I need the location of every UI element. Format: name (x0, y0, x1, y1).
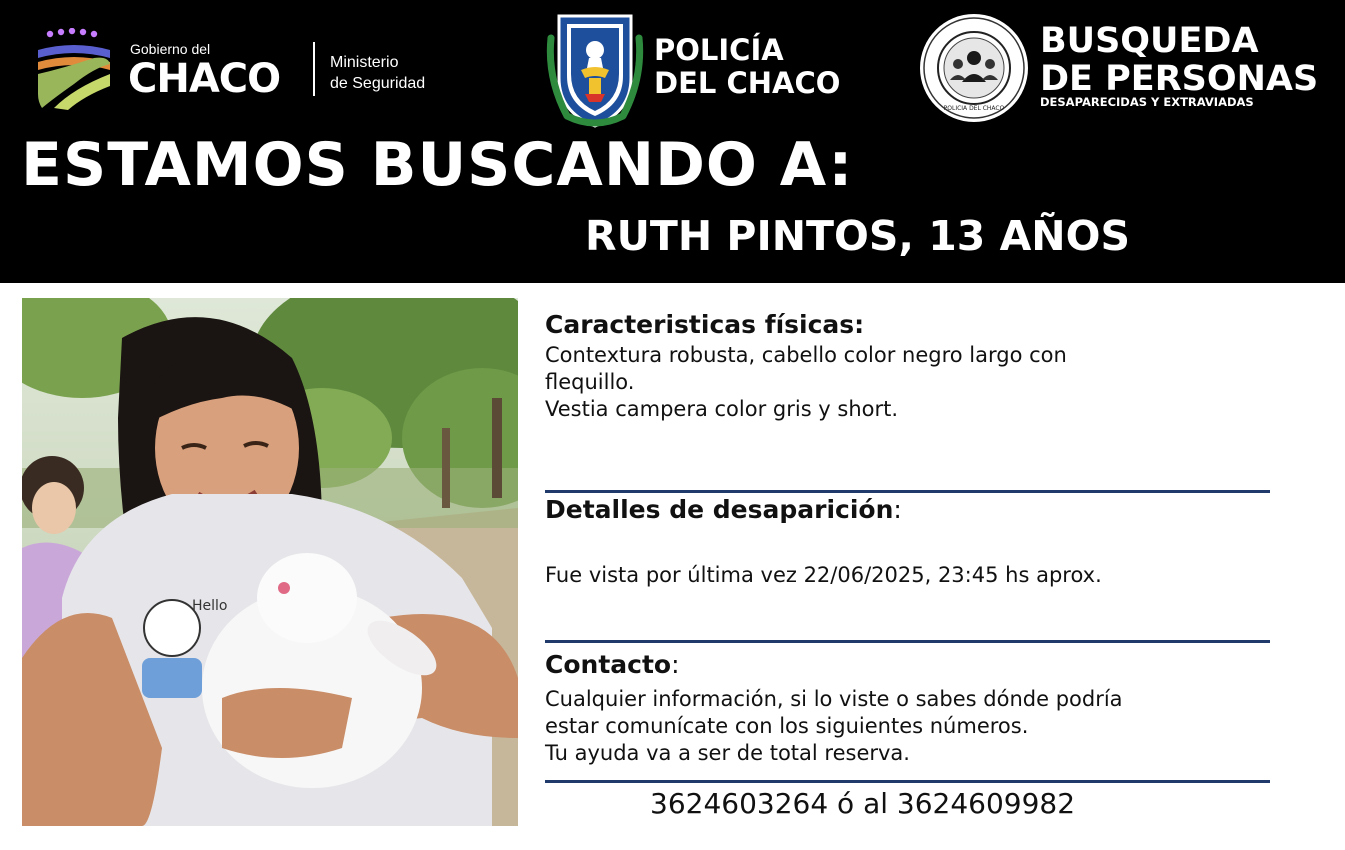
contacto-title (545, 650, 680, 679)
busqueda-title (1040, 22, 1318, 98)
contacto-line1: Cualquier información, si lo viste o sabes dónde podría (545, 687, 1123, 711)
missing-person-photo (22, 298, 518, 826)
contacto-line3: Tu ayuda va a ser de total reserva. (545, 741, 910, 765)
policia-line2: DEL CHACO (654, 66, 841, 100)
fisicas-title: Caracteristicas físicas: (545, 310, 865, 339)
fisicas-description (545, 342, 1067, 423)
gobierno-chaco-logo-icon (34, 28, 114, 112)
desaparicion-title (545, 495, 902, 524)
fisicas-line3: Vestia campera color gris y short. (545, 397, 899, 421)
section-divider (545, 490, 1270, 493)
section-divider (545, 640, 1270, 643)
fisicas-line1: Contextura robusta, cabello color negro largo con (545, 343, 1067, 367)
policia-label (654, 34, 840, 100)
headline: ESTAMOS BUSCANDO A: (21, 130, 854, 200)
ministerio-label (330, 52, 470, 94)
desaparicion-title-colon: : (893, 495, 902, 524)
ministerio-line1: Ministerio (330, 54, 399, 71)
chaco-label: CHACO (128, 56, 281, 102)
contacto-title-text: Contacto (545, 650, 672, 679)
busqueda-line2: DE PERSONAS (1040, 59, 1319, 99)
person-name: RUTH PINTOS, 13 AÑOS (585, 212, 1130, 260)
logo-divider (313, 42, 315, 96)
policia-line1: POLICÍA (654, 33, 784, 67)
photo-illustration (22, 298, 518, 826)
contact-phone-numbers: 3624603264 ó al 3624609982 (650, 787, 1076, 820)
seal-text: POLICIA DEL CHACO (943, 105, 1005, 112)
gobierno-label: Gobierno del (130, 41, 211, 57)
desaparicion-title-text: Detalles de desaparición (545, 495, 894, 524)
contacto-title-colon: : (671, 650, 680, 679)
contacto-line2: estar comunícate con los siguientes números. (545, 714, 1029, 738)
desaparicion-text: Fue vista por última vez 22/06/2025, 23:45 hs aprox. (545, 563, 1102, 587)
busqueda-subtitle: DESAPARECIDAS Y EXTRAVIADAS (1040, 95, 1254, 109)
section-divider (545, 780, 1270, 783)
fisicas-line2: flequillo. (545, 370, 635, 394)
contacto-description (545, 686, 1123, 767)
busqueda-line1: BUSQUEDA (1040, 21, 1259, 61)
policia-shield-icon (545, 8, 645, 130)
ministerio-line2: de Seguridad (330, 75, 426, 92)
shirt-print-text: Hello (192, 598, 228, 614)
header-banner (0, 0, 1345, 283)
busqueda-seal-icon (918, 12, 1030, 124)
